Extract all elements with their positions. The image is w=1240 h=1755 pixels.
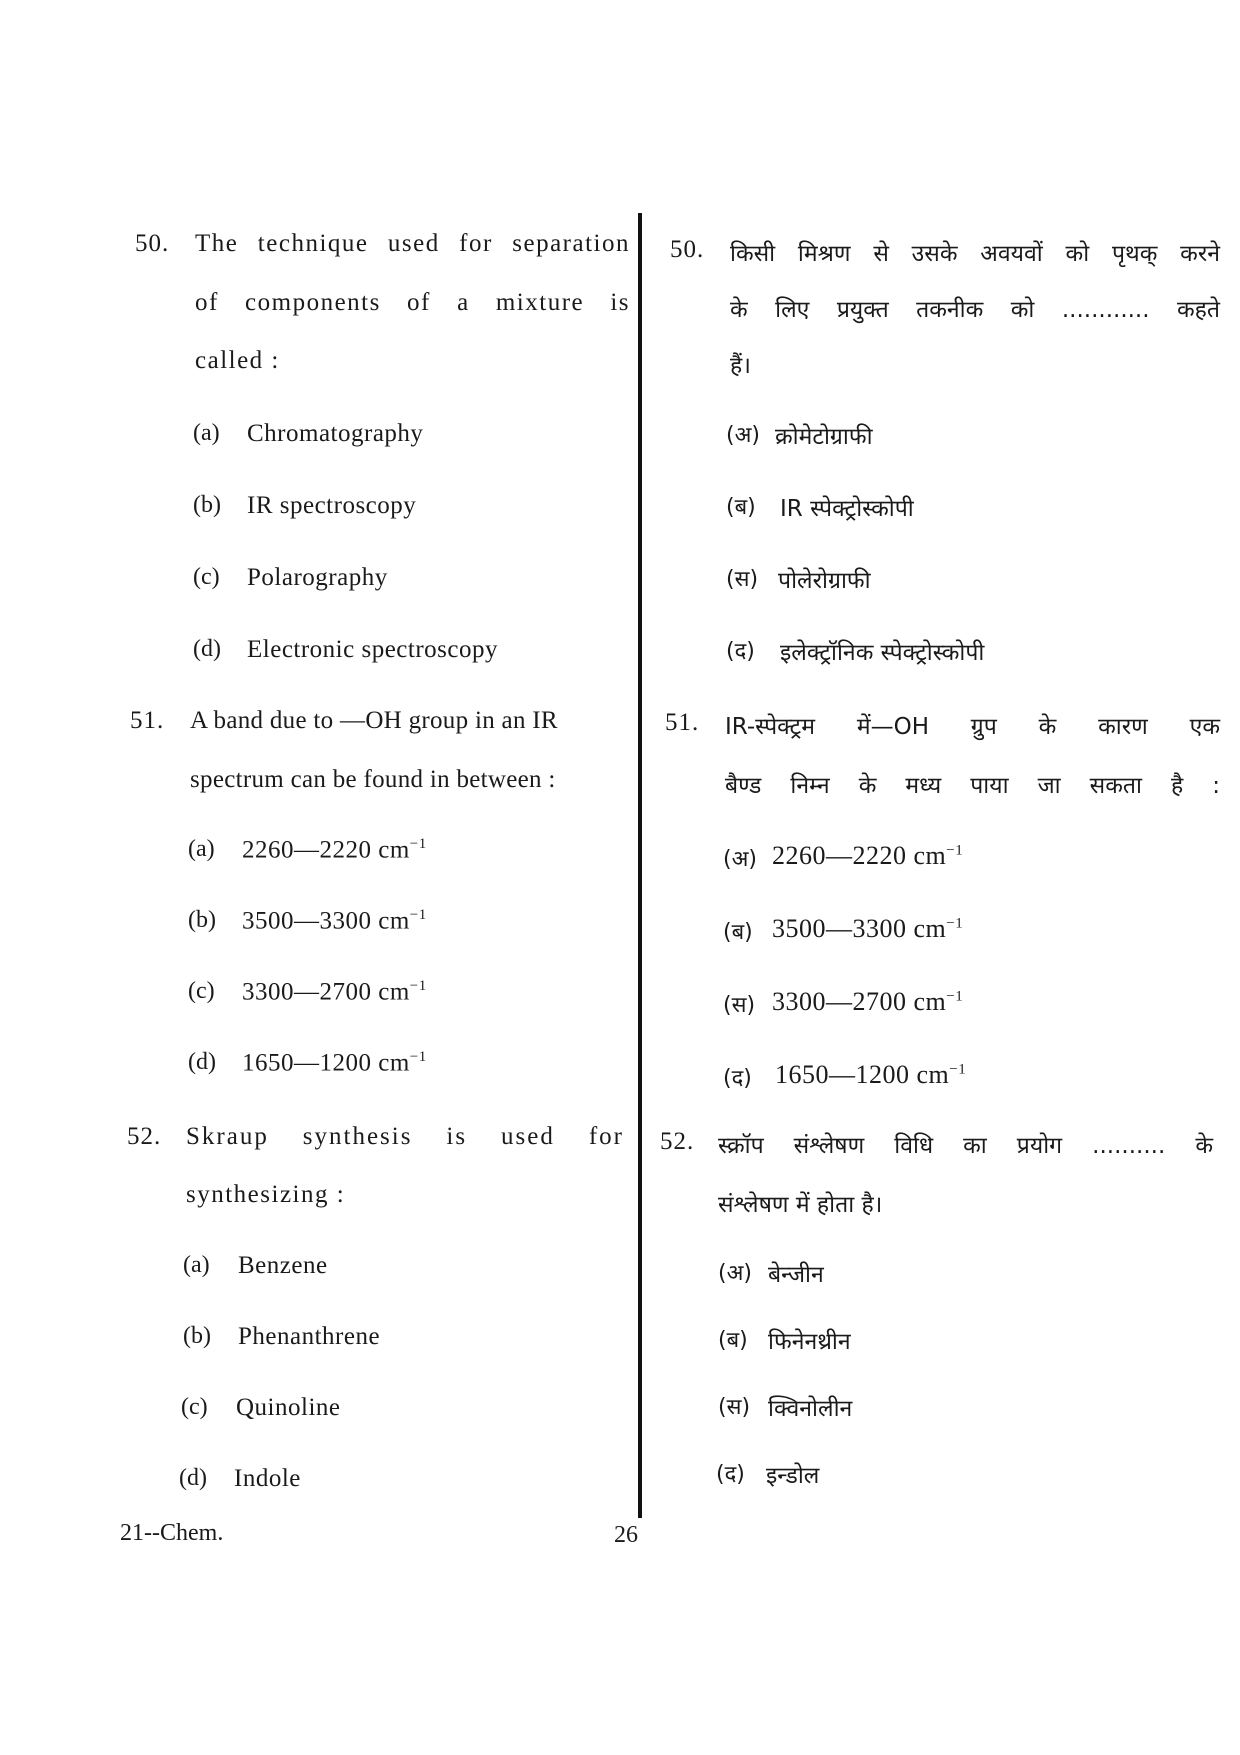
question-number: 51. <box>665 709 700 736</box>
option-label: (c) <box>188 978 215 1004</box>
option-label: (स) <box>718 1395 751 1420</box>
option-text: 3300—2700 $cm^{-1}$ <box>242 978 427 1006</box>
option-label: (b) <box>193 492 221 518</box>
option-text: Indole <box>234 1465 301 1492</box>
question-text-line: of components of a mixture is <box>195 289 630 316</box>
option-label: (द) <box>716 1462 745 1487</box>
option-text: Chromatography <box>247 420 424 447</box>
option-text: क्विनोलीन <box>768 1396 853 1422</box>
option-label: (a) <box>188 836 215 862</box>
question-text-line: बैण्ड निम्न के मध्य पाया जा सकता है : <box>725 773 1220 799</box>
option-label: (ब) <box>726 495 756 520</box>
question-text-line: The technique used for separation <box>195 230 630 257</box>
question-number: 51. <box>130 707 165 734</box>
option-text: इन्डोल <box>766 1463 820 1489</box>
option-text: IR स्पेक्ट्रोस्कोपी <box>780 496 914 522</box>
option-label: (c) <box>193 564 220 590</box>
option-label: (द) <box>723 1066 752 1091</box>
option-text: IR spectroscopy <box>247 492 417 519</box>
option-text: 3300—2700 $cm^{-1}$ <box>772 987 964 1016</box>
question-text-line: spectrum can be found in between : <box>190 766 556 793</box>
option-label: (अ) <box>718 1261 752 1286</box>
option-label: (ब) <box>718 1328 748 1353</box>
question-number: 52. <box>660 1128 695 1155</box>
question-number: 52. <box>127 1123 162 1150</box>
option-text: Benzene <box>238 1252 328 1279</box>
question-text-line: called : <box>195 347 280 374</box>
option-label: (स) <box>726 567 759 592</box>
question-text-line: Skraup synthesis is used for <box>186 1123 624 1150</box>
option-label: (d) <box>188 1049 216 1075</box>
option-text: पोलेरोग्राफी <box>778 568 871 594</box>
option-label: (b) <box>188 907 216 933</box>
option-label: (द) <box>726 639 755 664</box>
option-text: 1650—1200 $cm^{-1}$ <box>242 1049 427 1077</box>
option-text: 2260—2220 $cm^{-1}$ <box>772 841 964 870</box>
option-label: (a) <box>193 420 220 446</box>
option-label: (अ) <box>723 847 757 872</box>
option-text: 1650—1200 $cm^{-1}$ <box>775 1060 967 1089</box>
question-text-line: के लिए प्रयुक्त तकनीक को ............ कहते <box>730 297 1220 323</box>
option-label: (स) <box>723 993 756 1018</box>
column-divider <box>638 213 642 1518</box>
question-number: 50. <box>135 230 170 257</box>
option-text: Electronic spectroscopy <box>247 636 498 663</box>
question-number: 50. <box>670 236 705 263</box>
option-text: 3500—3300 $cm^{-1}$ <box>772 914 964 943</box>
option-label: (अ) <box>726 423 760 448</box>
question-text-line: IR-स्पेक्ट्रम में—OH ग्रुप के कारण एक <box>725 714 1220 740</box>
option-text: फिनेनथ्रीन <box>768 1329 851 1355</box>
question-text-line: synthesizing : <box>186 1181 346 1208</box>
question-text-line: स्क्रॉप संश्लेषण विधि का प्रयोग .......... के <box>718 1133 1213 1159</box>
option-label: (c) <box>181 1394 208 1420</box>
option-text: Phenanthrene <box>238 1323 381 1350</box>
option-text: बेन्जीन <box>768 1262 824 1288</box>
option-text: 3500—3300 $cm^{-1}$ <box>242 907 427 935</box>
option-label: (d) <box>179 1465 207 1491</box>
question-text-line: संश्लेषण में होता है। <box>718 1192 883 1218</box>
option-text: Polarography <box>247 564 388 591</box>
paper-code: 21--Chem. <box>120 1520 224 1546</box>
option-label: (b) <box>183 1323 211 1349</box>
option-text: 2260—2220 $cm^{-1}$ <box>242 836 427 864</box>
option-label: (d) <box>193 636 221 662</box>
question-text-line: किसी मिश्रण से उसके अवयवों को पृथक् करने <box>730 241 1220 267</box>
option-label: (a) <box>183 1252 210 1278</box>
question-text-line: हैं। <box>730 353 751 379</box>
question-text-line: A band due to —OH group in an IR <box>190 707 558 734</box>
option-text: क्रोमेटोग्राफी <box>775 424 873 450</box>
option-label: (ब) <box>723 920 753 945</box>
hindi-column <box>650 0 1240 1755</box>
page-number: 26 <box>614 1522 638 1548</box>
option-text: इलेक्ट्रॉनिक स्पेक्ट्रोस्कोपी <box>780 640 985 666</box>
option-text: Quinoline <box>236 1394 341 1421</box>
